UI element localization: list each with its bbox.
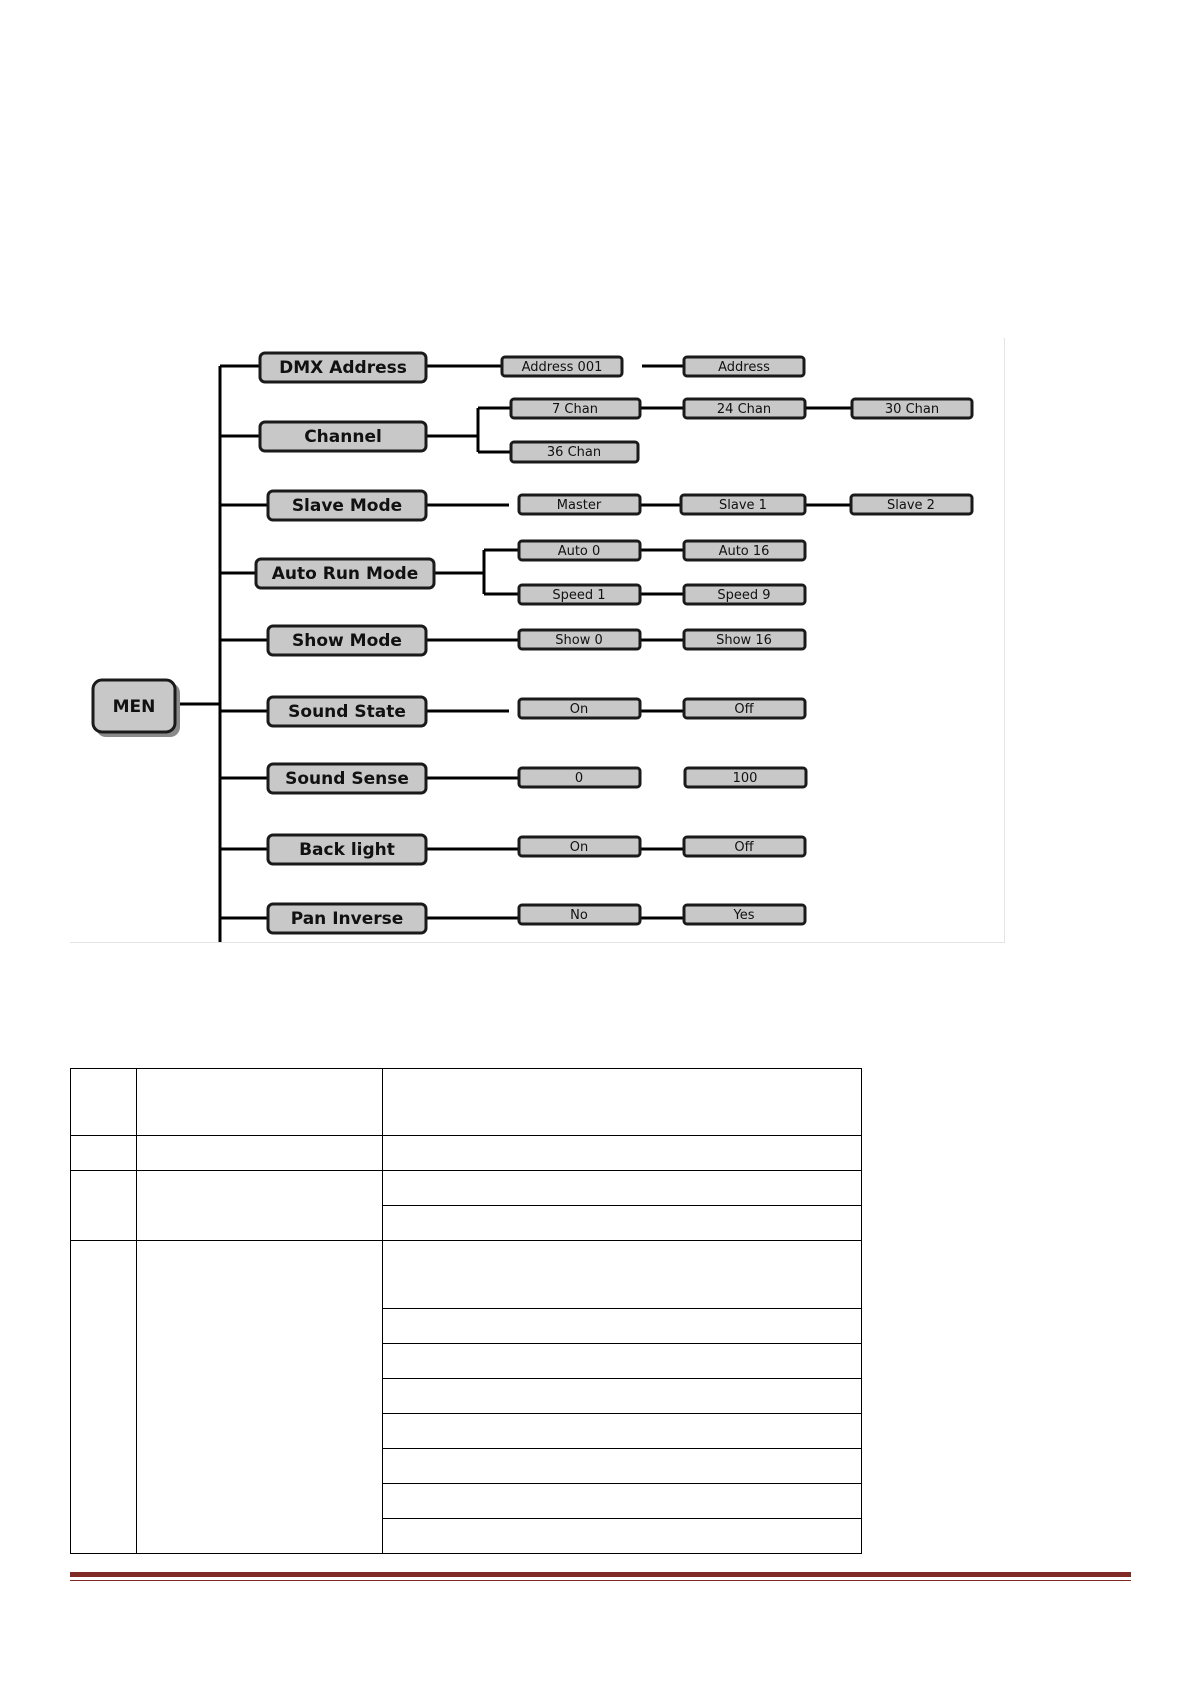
menu-label: Sound State xyxy=(288,702,406,722)
option-master xyxy=(519,495,640,514)
option-7-chan xyxy=(511,399,640,418)
menu-label: Pan Inverse xyxy=(290,909,404,929)
table-cell xyxy=(383,1414,862,1449)
option-0 xyxy=(519,768,640,787)
option-auto-16 xyxy=(684,541,805,560)
option-label: 36 Chan xyxy=(546,445,602,460)
table-cell xyxy=(137,1241,383,1554)
option-off xyxy=(684,837,805,856)
option-30-chan xyxy=(852,399,972,418)
table-cell xyxy=(383,1449,862,1484)
table-cell xyxy=(383,1136,862,1171)
option-label: 30 Chan xyxy=(884,402,940,417)
root-label: MEN xyxy=(112,697,156,717)
option-label: Speed 9 xyxy=(717,588,771,603)
option-label: Master xyxy=(556,498,602,513)
table-cell xyxy=(383,1379,862,1414)
option-address-001 xyxy=(502,357,622,376)
menu-node-back-light xyxy=(268,835,426,864)
menu-label: Show Mode xyxy=(292,631,402,651)
option-label: 100 xyxy=(732,771,758,786)
menu-node-dmx-address xyxy=(260,353,426,382)
option-address xyxy=(684,357,804,376)
option-show-0 xyxy=(519,630,640,649)
option-label: Auto 0 xyxy=(557,544,601,559)
table-cell xyxy=(71,1171,137,1241)
table-row xyxy=(71,1136,862,1171)
option-label: Address xyxy=(718,360,770,375)
root-node-men xyxy=(93,680,180,737)
menu-node-channel xyxy=(260,422,426,451)
option-24-chan xyxy=(684,399,805,418)
table-cell xyxy=(383,1309,862,1344)
table-cell xyxy=(383,1241,862,1309)
table-cell xyxy=(383,1069,862,1136)
menu-node-pan-inverse xyxy=(268,904,426,933)
option-label: 24 Chan xyxy=(716,402,772,417)
option-no xyxy=(519,905,640,924)
option-show-16 xyxy=(684,630,805,649)
option-label: On xyxy=(569,702,589,717)
menu-label: Back light xyxy=(299,840,395,860)
menu-label: DMX Address xyxy=(279,358,407,378)
menu-node-slave-mode xyxy=(268,491,426,520)
option-label: On xyxy=(569,840,589,855)
option-on xyxy=(519,837,640,856)
option-yes xyxy=(684,905,805,924)
table-cell xyxy=(383,1344,862,1379)
option-slave-2 xyxy=(851,495,972,514)
option-label: Slave 1 xyxy=(719,498,767,513)
table-cell xyxy=(137,1171,383,1241)
table-cell xyxy=(71,1069,137,1136)
option-slave-1 xyxy=(681,495,805,514)
table-cell xyxy=(383,1206,862,1241)
table-cell xyxy=(383,1171,862,1206)
spec-table xyxy=(70,1068,862,1554)
menu-label: Auto Run Mode xyxy=(271,564,419,584)
menu-node-show-mode xyxy=(268,626,426,655)
option-label: Off xyxy=(734,702,754,717)
menu-node-auto-run-mode xyxy=(256,559,434,588)
table-cell xyxy=(383,1484,862,1519)
option-100 xyxy=(685,768,806,787)
table-cell xyxy=(137,1069,383,1136)
option-on xyxy=(519,699,640,718)
option-label: Slave 2 xyxy=(887,498,935,513)
menu-node-sound-sense xyxy=(268,764,426,793)
table-row xyxy=(71,1241,862,1309)
option-36-chan xyxy=(511,442,638,462)
footer-rule-thin xyxy=(70,1580,1131,1581)
option-label: Speed 1 xyxy=(552,588,606,603)
menu-label: Channel xyxy=(304,427,382,447)
menu-label: Slave Mode xyxy=(291,496,403,516)
menu-tree-svg xyxy=(70,338,1004,942)
menu-node-sound-state xyxy=(268,697,426,726)
footer-rule xyxy=(70,1572,1131,1577)
menu-label: Sound Sense xyxy=(285,769,409,789)
table-cell xyxy=(383,1519,862,1554)
option-auto-0 xyxy=(519,541,640,560)
table-cell xyxy=(71,1136,137,1171)
option-label: Yes xyxy=(733,908,755,923)
option-label: No xyxy=(570,908,588,923)
option-speed-1 xyxy=(519,585,640,604)
option-off xyxy=(684,699,805,718)
option-label: 0 xyxy=(574,771,584,786)
table-row xyxy=(71,1171,862,1206)
option-label: 7 Chan xyxy=(552,402,598,417)
option-label: Auto 16 xyxy=(718,544,770,559)
menu-tree-diagram xyxy=(70,338,1005,943)
option-label: Off xyxy=(734,840,754,855)
table-row xyxy=(71,1069,862,1136)
option-label: Show 16 xyxy=(716,633,772,648)
table-cell xyxy=(71,1241,137,1554)
option-speed-9 xyxy=(684,585,805,604)
option-label: Address 001 xyxy=(521,360,603,375)
table-cell xyxy=(137,1136,383,1171)
option-label: Show 0 xyxy=(555,633,603,648)
